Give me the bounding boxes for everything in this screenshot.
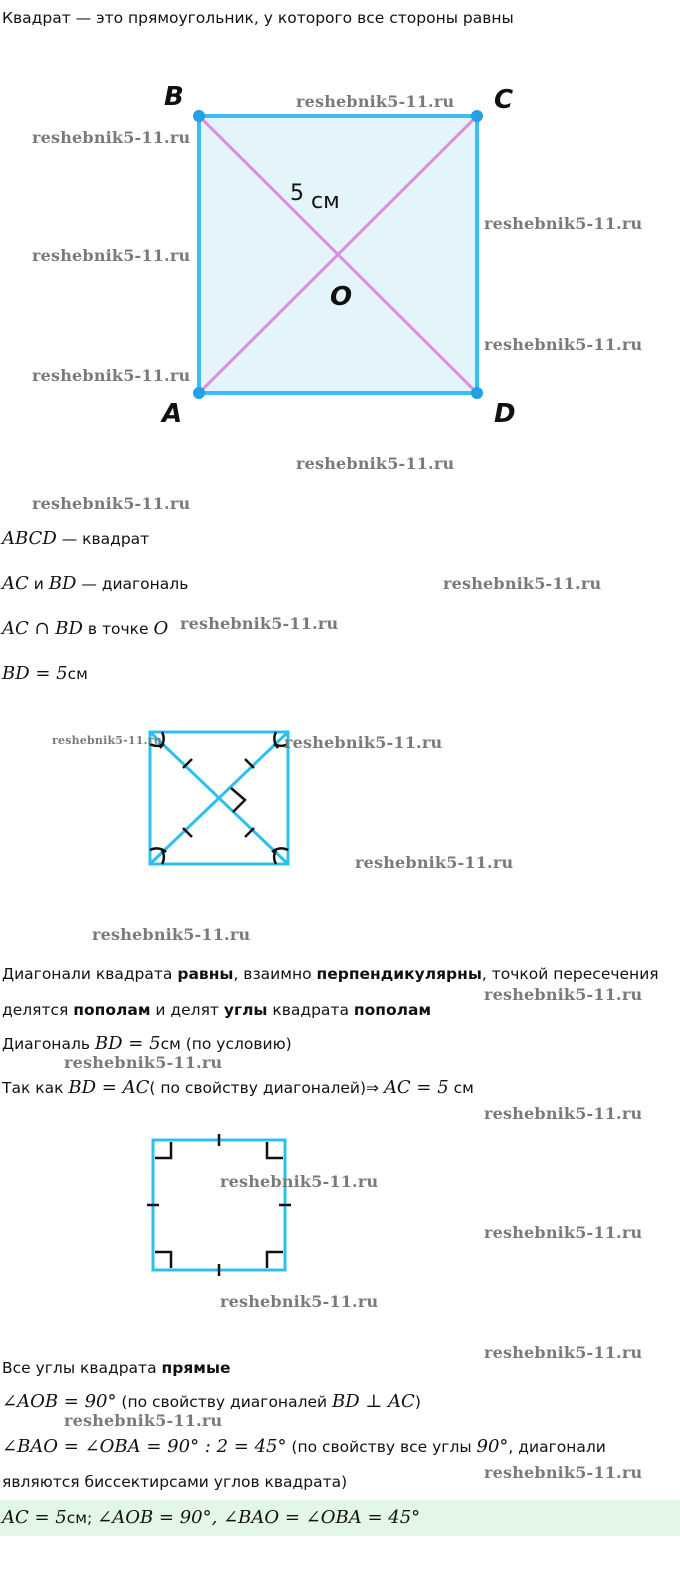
watermark: reshebnik5-11.ru [484, 1343, 643, 1362]
point-a [193, 387, 205, 399]
property-line-1: Диагонали квадрата равны, взаимно перпендикулярны, точкой пересечения [2, 965, 659, 983]
solution-line-3: Все углы квадрата прямые [2, 1359, 231, 1377]
length-number: 5 [290, 181, 304, 206]
given-line-3: AC ∩ BD в точке O [2, 618, 169, 639]
watermark: reshebnik5-11.ru [484, 214, 643, 233]
property-line-2: делятся пополам и делят углы квадрата пополам [2, 1001, 432, 1019]
label-b: B [164, 82, 184, 112]
label-a: A [162, 399, 183, 429]
solution-line-2: Так как BD = AC( по свойству диагоналей)⇒ AC = 5 см [2, 1077, 474, 1098]
point-d [471, 387, 483, 399]
watermark: reshebnik5-11.ru [484, 1223, 643, 1242]
watermark: reshebnik5-11.ru [32, 246, 191, 265]
right-angles-diagram [145, 1130, 305, 1280]
watermark: reshebnik5-11.ru [284, 733, 443, 752]
watermark: reshebnik5-11.ru [180, 614, 339, 633]
watermark: reshebnik5-11.ru [32, 494, 191, 513]
given-line-4: BD = 5см [2, 663, 88, 684]
point-c [471, 110, 483, 122]
answer-box [0, 1500, 680, 1536]
length-unit: см [311, 189, 340, 214]
given-line-2: AC и BD — диагональ [2, 573, 189, 594]
solution-line-6: являются биссектирсами углов квадрата) [2, 1473, 348, 1491]
point-b [193, 110, 205, 122]
label-d: D [494, 399, 516, 429]
square-diagram [0, 60, 680, 500]
watermark: reshebnik5-11.ru [220, 1172, 379, 1191]
watermark: reshebnik5-11.ru [32, 128, 191, 147]
solution-line-5: ∠BAO = ∠OBA = 90° : 2 = 45° (по свойству все углы 90°, диагонали [2, 1436, 606, 1457]
watermark: reshebnik5-11.ru [32, 366, 191, 385]
watermark: reshebnik5-11.ru [220, 1292, 379, 1311]
label-c: C [494, 85, 514, 115]
watermark: reshebnik5-11.ru [64, 1411, 223, 1430]
watermark: reshebnik5-11.ru [484, 335, 643, 354]
watermark: reshebnik5-11.ru [484, 985, 643, 1004]
watermark: reshebnik5-11.ru [443, 574, 602, 593]
label-o: O [330, 282, 353, 312]
watermark: reshebnik5-11.ru [92, 925, 251, 944]
watermark: reshebnik5-11.ru [355, 853, 514, 872]
watermark: reshebnik5-11.ru [52, 734, 162, 747]
answer-line: AC = 5см; ∠AOB = 90°, ∠BAO = ∠OBA = 45° [2, 1507, 421, 1528]
watermark: reshebnik5-11.ru [296, 92, 455, 111]
solution-line-4: ∠AOB = 90° (по свойству диагоналей BD ⊥ AC) [2, 1391, 421, 1412]
watermark: reshebnik5-11.ru [296, 454, 455, 473]
solution-line-1: Диагональ BD = 5см (по условию) [2, 1033, 292, 1054]
given-line-1: ABCD — квадрат [2, 528, 150, 549]
watermark: reshebnik5-11.ru [64, 1053, 223, 1072]
watermark: reshebnik5-11.ru [484, 1463, 643, 1482]
watermark: reshebnik5-11.ru [484, 1104, 643, 1123]
definition-text: Квадрат — это прямоугольник, у которого все стороны равны [2, 9, 514, 27]
